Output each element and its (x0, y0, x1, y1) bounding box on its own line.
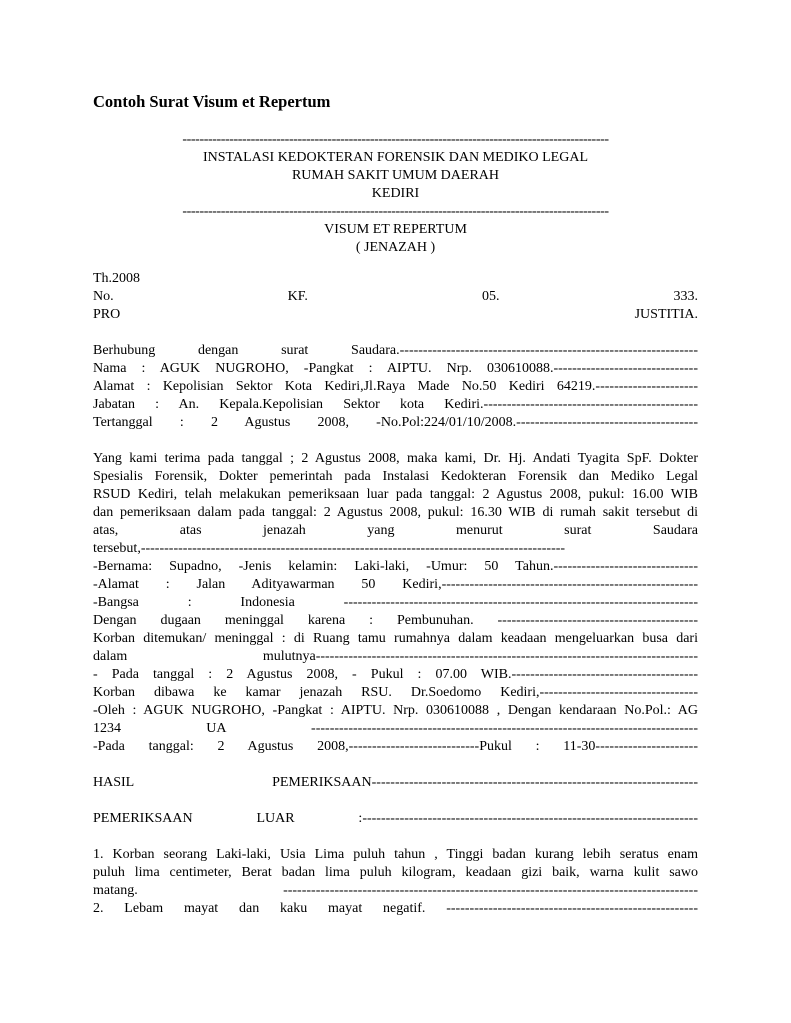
text-line: Korban dibawa ke kamar jenazah RSU. Dr.Soedomo Kediri,---------------------------------- (93, 685, 698, 700)
year-line: Th.2008 (93, 271, 141, 286)
text-line: Berhubung dengan surat Saudara.---------------------------------------------------------------- (93, 343, 698, 358)
text-line: dan pemeriksaan dalam pada tanggal: 2 Agustus 2008, pukul: 16.30 WIB di rumah sakit tersebut di (93, 505, 698, 520)
text-line: -Oleh : AGUK NUGROHO, -Pangkat : AIPTU. Nrp. 030610088 , Dengan kendaraan No.Pol.: AG (93, 703, 698, 718)
text-line: -Bangsa : Indonesia ---------------------------------------------------------------------------- (93, 595, 698, 610)
text-line: Spesialis Forensik, Dokter pemerintah pada Instalasi Kedokteran Forensik dan Mediko Legal (93, 469, 698, 484)
findings-list (93, 846, 698, 918)
document-body (93, 270, 698, 918)
hospital-name: RUMAH SAKIT UMUM DAERAH (291, 168, 500, 183)
number-part: KF. (287, 289, 308, 304)
text-line: Nama : AGUK NUGROHO, -Pangkat : AIPTU. Nrp. 030610088.------------------------------- (93, 361, 698, 376)
text-line: Korban ditemukan/ meninggal : di Ruang tamu rumahnya dalam keadaan mengeluarkan busa dari (93, 631, 698, 646)
text-line: tersebut,------------------------------------------------------------------------------------------- (93, 541, 566, 556)
number-line (93, 288, 698, 306)
text-line: Dengan dugaan meninggal karena : Pembunuhan. ------------------------------------------- (93, 613, 698, 628)
text-line: -Bernama: Supadno, -Jenis kelamin: Laki-laki, -Umur: 50 Tahun.------------------------------- (93, 559, 698, 574)
section-heading-hasil: HASIL PEMERIKSAAN---------------------------------------------------------------------- (93, 775, 698, 790)
text-line: 1234 UA ----------------------------------------------------------------------------------- (93, 721, 698, 736)
text-line: dalam mulutnya---------------------------------------------------------------------------------- (93, 649, 698, 664)
paragraph-request (93, 342, 698, 432)
text-line: Tertanggal : 2 Agustus 2008, -No.Pol:224/01/10/2008.--------------------------------------- (93, 415, 698, 430)
finding-line: matang. ----------------------------------------------------------------------------------------- (93, 883, 698, 898)
institution-name: INSTALASI KEDOKTERAN FORENSIK DAN MEDIKO LEGAL (202, 150, 589, 165)
finding-line: puluh lima centimeter, Berat badan lima puluh kilogram, keadaan gizi baik, warna kulit sawo (93, 865, 698, 880)
document-title: VISUM ET REPERTUM (324, 222, 467, 237)
document-subtitle: ( JENAZAH ) (355, 240, 436, 255)
text-line: -Alamat : Jalan Adityawarman 50 Kediri,------------------------------------------------------- (93, 577, 698, 592)
letterhead (93, 131, 698, 257)
page-title: Contoh Surat Visum et Repertum (93, 92, 331, 111)
text-line: -Pada tanggal: 2 Agustus 2008,----------------------------Pukul : 11-30---------------------- (93, 739, 698, 754)
paragraph-details (93, 450, 698, 756)
text-line: Jabatan : An. Kepala.Kepolisian Sektor kota Kediri.---------------------------------------------- (93, 397, 698, 412)
city-name: KEDIRI (371, 186, 420, 201)
text-line: RSUD Kediri, telah melakukan pemeriksaan luar pada tanggal: 2 Agustus 2008, pukul: 16.00 WIB (93, 487, 698, 502)
section-heading-luar: PEMERIKSAAN LUAR :------------------------------------------------------------------------ (93, 811, 698, 826)
finding-line: 2. Lebam mayat dan kaku mayat negatif. ------------------------------------------------------ (93, 901, 698, 916)
pro-label: PRO (93, 307, 121, 322)
number-part: 05. (481, 289, 500, 304)
text-line: - Pada tanggal : 2 Agustus 2008, - Pukul : 07.00 WIB.---------------------------------------- (93, 667, 698, 682)
number-label: No. (93, 289, 114, 304)
text-line: Yang kami terima pada tanggal ; 2 Agustus 2008, maka kami, Dr. Hj. Andati Tyagita SpF. Dokter (93, 451, 698, 466)
number-part: 333. (673, 289, 698, 304)
justitia-label: JUSTITIA. (634, 307, 698, 322)
pro-justitia-line (93, 306, 698, 324)
text-line: atas, atas jenazah yang menurut surat Saudara (93, 523, 698, 538)
text-line: Alamat : Kepolisian Sektor Kota Kediri,Jl.Raya Made No.50 Kediri 64219.---------------------- (93, 379, 698, 394)
separator-line: ---------------------------------------------------------------------------------------------------- (182, 204, 609, 219)
separator-line: ---------------------------------------------------------------------------------------------------- (182, 132, 609, 147)
finding-line: 1. Korban seorang Laki-laki, Usia Lima puluh tahun , Tinggi badan kurang lebih seratus enam (93, 847, 698, 862)
